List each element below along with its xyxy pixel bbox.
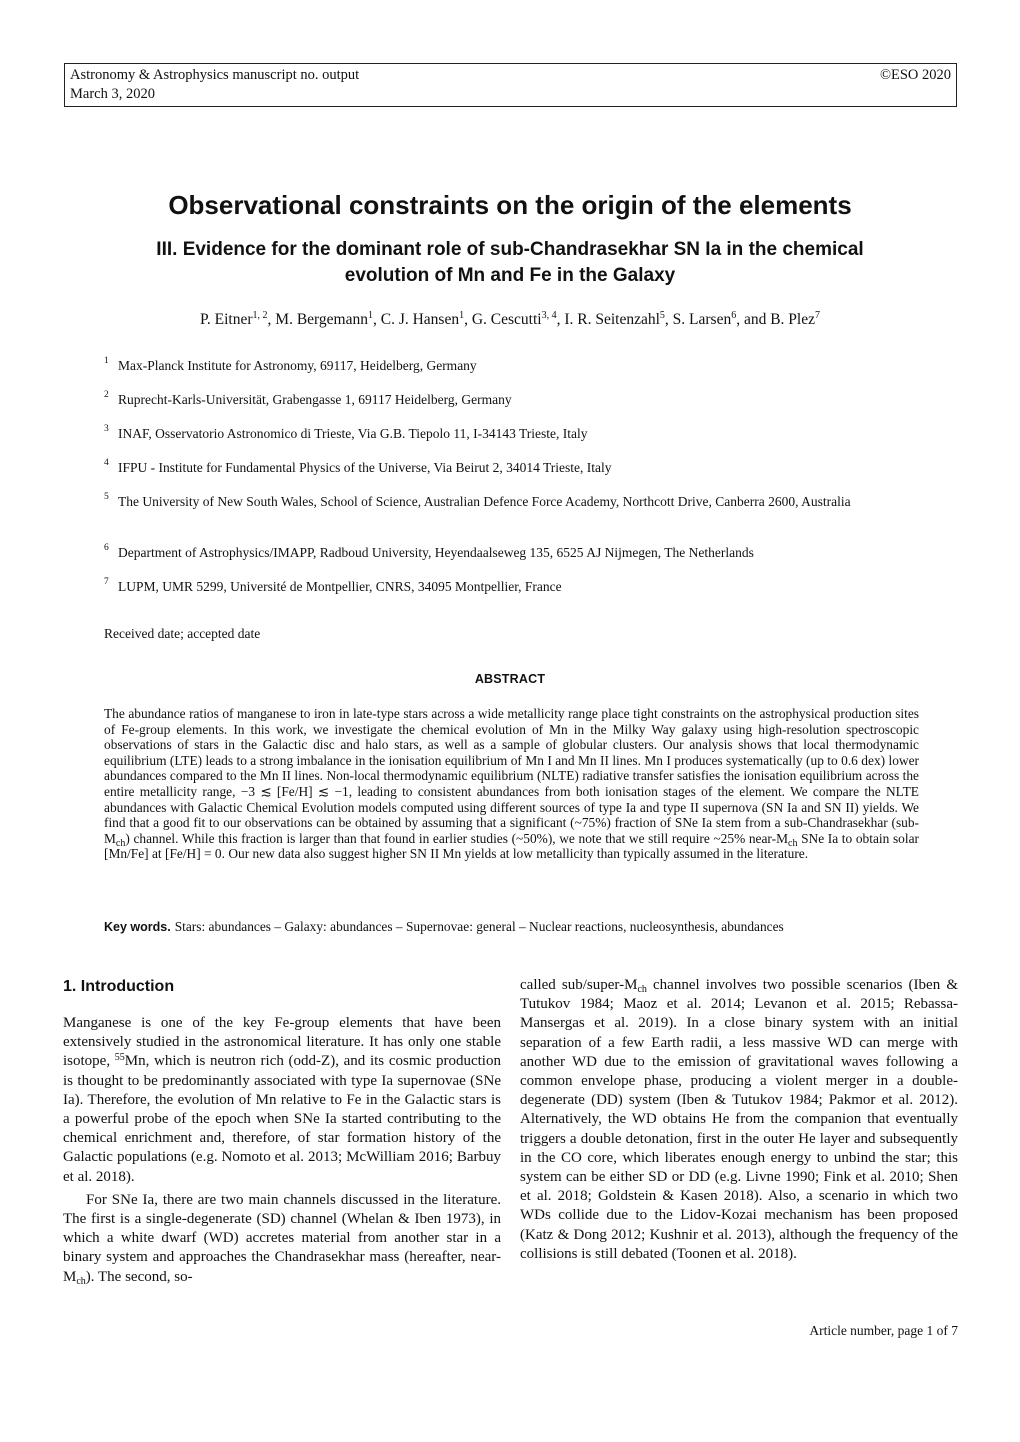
intro-paragraph-2: For SNe Ia, there are two main channels discussed in the literature. The first is a single-degenerate (SD) channel (Whelan & Iben 1973), in which a white dwarf (WD) accretes material from another star in a binary system and approaches the Chandrasekhar mass (hereafter, near-$M_{ch}$). The second, so- bbox=[63, 1191, 501, 1287]
author-name: S. Larsen bbox=[672, 311, 732, 328]
page-footer: Article number, page 1 of 7 bbox=[809, 1323, 958, 1338]
author-separator: , bbox=[556, 311, 565, 328]
author-name: B. Plez bbox=[770, 311, 815, 328]
author-name: P. Eitner bbox=[200, 311, 253, 328]
keywords-list: Stars: abundances – Galaxy: abundances – Supernovae: general – Nuclear reactions, nucleosynthesis, abundances bbox=[174, 919, 784, 934]
author-affiliation-mark: 3, 4 bbox=[541, 309, 557, 321]
abstract-text: The abundance ratios of manganese to iron in late-type stars across a wide metallicity range place tight constraints on the astrophysical production sites of Fe-group elements. In this work, we investigate the chemical evolution of Mn in the Milky Way galaxy using high-resolution spectroscopic observations of stars in the Galactic disc and halo stars, as well as a sample of globular clusters. Our analysis shows that local thermodynamic equilibrium (LTE) leads to a strong imbalance in the ionisation equilibrium of Mn I and Mn II lines. Mn I produces systematically (up to 0.6 dex) lower abundances compared to the Mn II lines. Non-local thermodynamic equilibrium (NLTE) radiative transfer satisfies the ionisation equilibrium across the entire metallicity range, −3 ≲ [Fe/H] ≲ −1, leading to consistent abundances from both ionisation stages of the element. We compare the NLTE abundances with Galactic Chemical Evolution models computed using different sources of type Ia and type II supernova (SN Ia and SN II) yields. We find that a good fit to our observations can be obtained by assuming that a significant (~75%) fraction of SNe Ia stem from a sub-Chandrasekhar $(sub-M_{ch})$ channel. While this fraction is larger than that found in earlier studies (~50%), we note that we still require ~25% near-$M_{ch}$ SNe Ia to obtain solar [Mn/Fe] at [Fe/H] = 0. Our new data also suggest higher SN II Mn yields at low metallicity than typically assumed in the literature. bbox=[104, 706, 919, 862]
journal-info: Astronomy & Astrophysics manuscript no. output bbox=[70, 67, 360, 83]
author-list bbox=[0, 309, 1020, 331]
affiliation-4: 4 IFPU - Institute for Fundamental Physics of the Universe, Via Beirut 2, 34014 Trieste, Italy bbox=[104, 458, 612, 475]
intro-paragraph-2-continued: called sub/$super-M_{ch}$ channel involves two possible scenarios (Iben & Tutukov 1984; Maoz et al. 2014; Levanon et al. 2015; Rebassa-Mansergas et al. 2019). In a close binary system with an initial separation of a few Earth radii, a less massive WD can merge with another WD due to the emission of gravitational waves following a common envelope phase, producing a violent merger in a double-degenerate (DD) system (Iben & Tutukov 1984; Pakmor et al. 2012). Alternatively, the WD obtains He from the companion that eventually triggers a double detonation, first in the outer He layer and subsequently in the CO core, which liberates enough energy to unbind the star; this system can be either SD or DD (e.g. Livne 1990; Fink et al. 2010; Shen et al. 2018; Goldstein & Kasen 2018). Also, a scenario in which two WDs collide due to the Lidov-Kozai mechanism has been proposed (Katz & Dong 2012; Kushnir et al. 2013), although the frequency of the collisions is still debated (Toonen et al. 2018). bbox=[520, 977, 958, 1262]
intro-paragraph-1: Manganese is one of the key Fe-group elements that have been extensively studied in the astronomical literature. It has only one stable isotope, $^{55}$Mn, which is neutron rich (odd-Z), and its cosmic production is thought to be predominantly associated with type Ia supernovae (SNe Ia). Therefore, the evolution of Mn relative to Fe in the Galactic stars is a powerful probe of the epoch when SNe Ia started contributing to the chemical enrichment and, therefore, of star formation history of the Galactic populations (e.g. Nomoto et al. 2013; McWilliam 2016; Barbuy et al. 2018). bbox=[63, 1015, 501, 1185]
author-affiliation-mark: 6 bbox=[731, 309, 737, 321]
affiliation-1: 1 Max-Planck Institute for Astronomy, 69117, Heidelberg, Germany bbox=[104, 356, 477, 373]
column-left bbox=[63, 976, 501, 1287]
author-affiliation-mark: 1 bbox=[459, 309, 465, 321]
paper-subtitle: III. Evidence for the dominant role of sub-Chandrasekhar SN Ia in the chemical evolution of Mn and Fe in the Galaxy bbox=[156, 239, 864, 286]
manuscript-header bbox=[64, 63, 957, 107]
affiliation-3: 3 INAF, Osservatorio Astronomico di Trieste, Via G.B. Tiepolo 11, I-34143 Trieste, Italy bbox=[104, 424, 588, 441]
keywords bbox=[104, 919, 919, 935]
affiliation-6: 6 Department of Astrophysics/IMAPP, Radboud University, Heyendaalseweg 135, 6525 AJ Nijmegen, The Netherlands bbox=[104, 543, 754, 560]
author-affiliation-mark: 5 bbox=[659, 309, 665, 321]
author-name: G. Cescutti bbox=[471, 311, 542, 328]
copyright-notice: ©ESO 2020 bbox=[879, 67, 951, 83]
abstract-heading: ABSTRACT bbox=[474, 672, 546, 686]
author-name: I. R. Seitenzahl bbox=[564, 311, 660, 328]
author-affiliation-mark: 1, 2 bbox=[252, 309, 268, 321]
affiliation-2: 2 Ruprecht-Karls-Universität, Grabengasse 1, 69117 Heidelberg, Germany bbox=[104, 390, 512, 407]
author-name: M. Bergemann bbox=[275, 311, 368, 328]
author-separator: , and bbox=[736, 311, 771, 328]
affiliation-5: 5 The University of New South Wales, School of Science, Australian Defence Force Academy, Northcott Drive, Canberra 2600, Australia bbox=[104, 492, 851, 509]
author-separator: , bbox=[464, 311, 472, 328]
author-separator: , bbox=[372, 311, 381, 328]
author-affiliation-mark: 1 bbox=[367, 309, 373, 321]
paper-title: Observational constraints on the origin of the elements bbox=[168, 190, 852, 220]
section-heading: 1. Introduction bbox=[63, 978, 175, 995]
author-separator: , bbox=[664, 311, 673, 328]
received-date: Received date; accepted date bbox=[104, 626, 261, 641]
manuscript-date: March 3, 2020 bbox=[70, 86, 155, 102]
column-right bbox=[520, 976, 958, 1264]
author-affiliation-mark: 7 bbox=[815, 309, 820, 321]
keywords-label: Key words. bbox=[104, 920, 171, 934]
affiliation-7: 7 LUPM, UMR 5299, Université de Montpellier, CNRS, 34095 Montpellier, France bbox=[104, 577, 562, 594]
author-separator: , bbox=[267, 311, 276, 328]
author-name: C. J. Hansen bbox=[380, 311, 460, 328]
